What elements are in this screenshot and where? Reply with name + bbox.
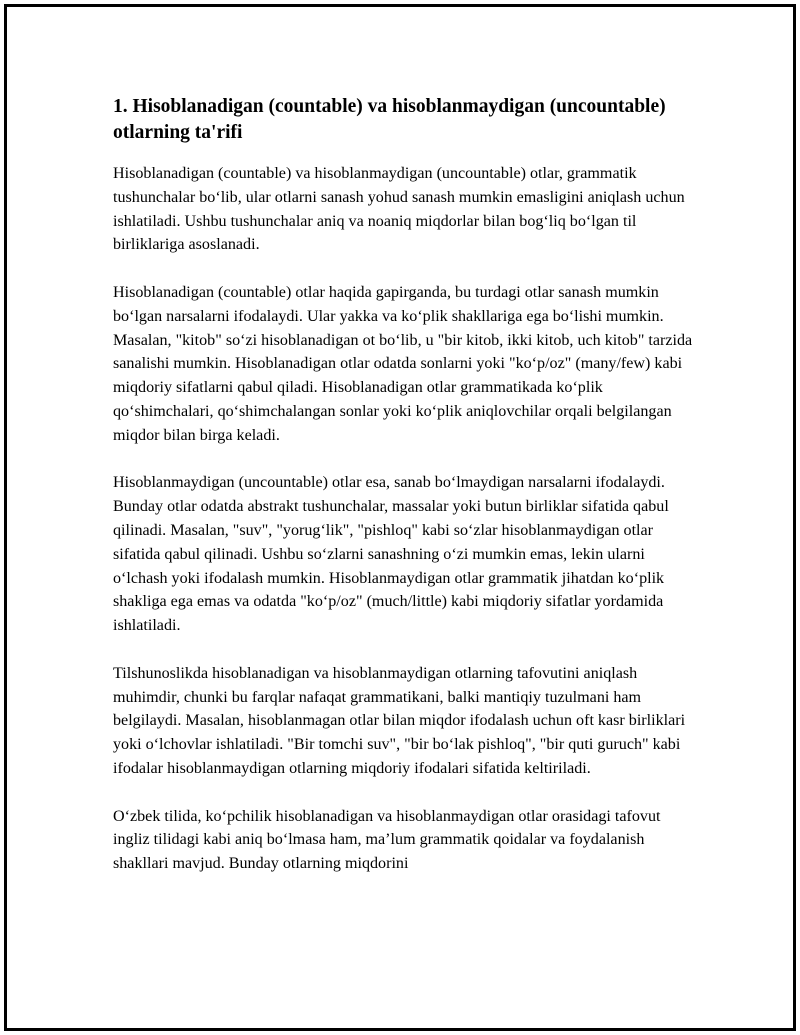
paragraph-uzbek: O‘zbek tilida, ko‘pchilik hisoblanadigan va hisoblanmaydigan otlar orasidagi tafovut ingliz tilidagi kabi aniq bo‘lmasa ham, ma’lum grammatik qoidalar va foydalanish shakllari mavjud. Bunday otlarning miqdorini: [113, 807, 661, 873]
paragraph-linguistics: Tilshunoslikda hisoblanadigan va hisoblanmaydigan otlarning tafovutini aniqlash muhimdir, chunki bu farqlar nafaqat grammatikani, balki mantiqiy tuzulmani ham belgilaydi. Masalan, hisoblanmagan otlar bilan miqdor ifodalash uchun oft kasr birliklari yoki o‘lchovlar ishlatiladi. "Bir tomchi suv", "bir bo‘lak pishloq", "bir quti guruch" kabi ifodalar hisoblanmaydigan otlarning miqdoriy ifodalari sifatida keltiriladi.: [113, 664, 686, 777]
paragraph-uncountable: Hisoblanmaydigan (uncountable) otlar esa, sanab bo‘lmaydigan narsalarni ifodalaydi. Bunday otlar odatda abstrakt tushunchalar, massalar yoki butun birliklar sifatida qabul qilinadi. Masalan, "suv", "yorug‘lik", "pishloq" kabi so‘zlar hisoblanmaydigan otlar sifatida qabul qilinadi. Ushbu so‘zlarni sanashning o‘zi mumkin emas, lekin ularni o‘lchash yoki ifodalash mumkin. Hisoblanmaydigan otlar grammatik jihatdan ko‘plik shakliga ega emas va odatda "ko‘p/oz" (much/little) kabi miqdoriy sifatlar yordamida ishlatiladi.: [113, 474, 669, 635]
section-heading: 1. Hisoblanadigan (countable) va hisoblanmaydigan (uncountable) otlarning ta'rifi: [113, 96, 666, 143]
paragraph-countable: Hisoblanadigan (countable) otlar haqida gapirganda, bu turdagi otlar sanash mumkin bo‘lgan narsalarni ifodalaydi. Ular yakka va ko‘plik shakllariga ega bo‘lishi mumkin. Masalan, "kitob" so‘zi hisoblanadigan ot bo‘lib, u "bir kitob, ikki kitob, uch kitob" tarzida sanalishi mumkin. Hisoblanadigan otlar odatda sonlarni yoki "ko‘p/oz" (many/few) kabi miqdoriy sifatlarni qabul qiladi. Hisoblanadigan otlar grammatikada ko‘plik qo‘shimchalari, qo‘shimchalangan sonlar yoki ko‘plik aniqlovchilar orqali belgilangan miqdor bilan birga keladi.: [113, 283, 693, 444]
paragraph-definition: Hisoblanadigan (countable) va hisoblanmaydigan (uncountable) otlar, grammatik tushunchalar bo‘lib, ular otlarni sanash yohud sanash mumkin emasligini aniqlash uchun ishlatiladi. Ushbu tushunchalar aniq va noaniq miqdorlar bilan bog‘liq bo‘lgan til birliklariga asoslanadi.: [113, 165, 685, 254]
document-body: [113, 94, 693, 900]
